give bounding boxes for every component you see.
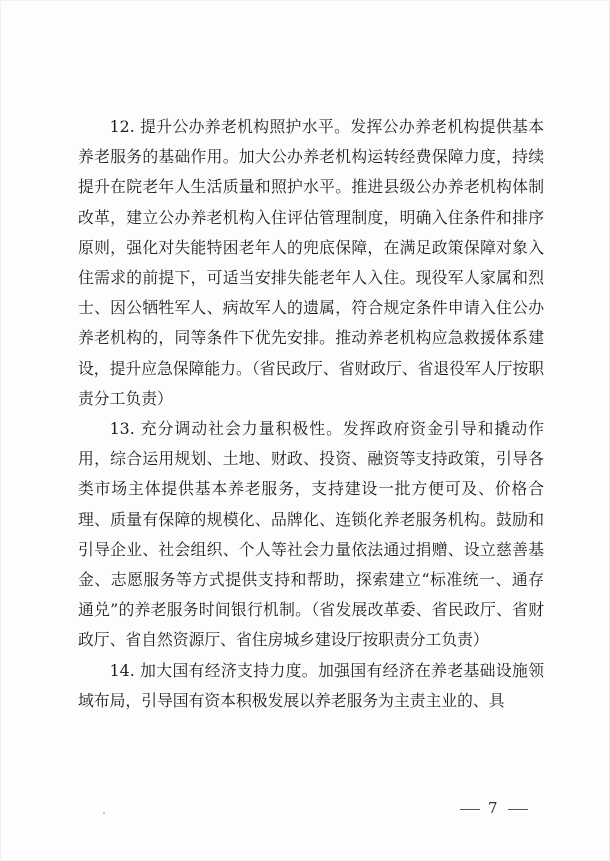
scan-speck: [103, 812, 105, 814]
footer-left-dash: [460, 809, 480, 810]
footer-right-dash: [508, 809, 528, 810]
paragraph-12: 12. 提升公办养老机构照护水平。发挥公办养老机构提供基本养老服务的基础作用。加大公办养老机构运转经费保障力度，持续提升在院老年人生活质量和照护水平。推进县级公办养老机构体制改革，建立公办养老机构入住评估管理制度，明确入住条件和排序原则，强化对失能特困老年人的兜底保障，在满足政策保障对象入住需求的前提下，可适当安排失能老年人入住。现役军人家属和烈士、因公牺牲军人、病故军人的遗属，符合规定条件申请入住公办养老机构的，同等条件下优先安排。推动养老机构应急救援体系建设，提升应急保障能力。（省民政厅、省财政厅、省退役军人厅按职责分工负责）: [78, 117, 545, 408]
page-footer: [452, 799, 536, 817]
page-number: 7: [488, 799, 500, 817]
paragraph-13: 13. 充分调动社会力量积极性。发挥政府资金引导和撬动作用，综合运用规划、土地、财政、投资、融资等支持政策，引导各类市场主体提供基本养老服务，支持建设一批方便可及、价格合理、质量有保障的规模化、品牌化、连锁化养老服务机构。鼓励和引导企业、社会组织、个人等社会力量依法通过捐赠、设立慈善基金、志愿服务等方式提供支持和帮助，探索建立“标准统一、通存通兑”的养老服务时间银行机制。（省发展改革委、省民政厅、省财政厅、省自然资源厅、省住房城乡建设厅按职责分工负责）: [78, 419, 544, 650]
paragraph-14: 14. 加大国有经济支持力度。加强国有经济在养老基础设施领域布局，引导国有资本积极发展以养老服务为主责主业的、具: [78, 660, 544, 710]
document-body: [78, 112, 544, 716]
